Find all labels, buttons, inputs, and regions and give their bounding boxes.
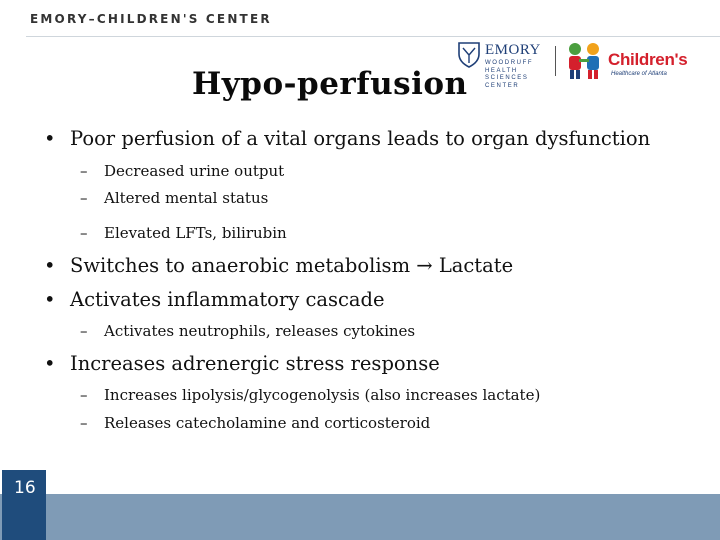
header-divider — [26, 36, 720, 37]
sub-bullet-text: Altered mental status — [104, 189, 269, 207]
emory-sub-line: SCIENCES — [485, 75, 529, 81]
children-figures-icon — [564, 40, 606, 80]
emory-wordmark: EMORY — [485, 42, 541, 58]
sub-bullet-text: Elevated LFTs, bilirubin — [104, 224, 287, 242]
sub-bullet-text: Activates neutrophils, releases cytokines — [104, 322, 416, 340]
footer-bar — [0, 494, 720, 540]
bullet-dot: • — [44, 352, 56, 375]
bullet-dot: • — [44, 288, 56, 311]
slide-title: Hypo-perfusion — [192, 66, 468, 102]
bullet-dot: • — [44, 127, 56, 150]
bullet-text-part: Lactate — [438, 254, 514, 277]
emory-subtitle — [485, 60, 545, 90]
bullet-text — [70, 254, 513, 277]
sub-bullet-dash: – — [80, 322, 88, 340]
sub-bullet-dash: – — [80, 224, 88, 242]
right-arrow-icon: → — [416, 254, 433, 277]
emory-logo — [458, 42, 548, 94]
bullet-text: Activates inflammatory cascade — [70, 288, 385, 311]
emory-sub-line: HEALTH — [485, 67, 518, 74]
brand-header: EMORY–CHILDREN'S CENTER — [30, 12, 272, 26]
bullet-text: Poor perfusion of a vital organs leads to organ dysfunction — [70, 127, 651, 150]
bullet-dot: • — [44, 254, 56, 277]
emory-sub-line: WOODRUFF — [485, 60, 534, 66]
sub-bullet-dash: – — [80, 414, 88, 432]
childrens-wordmark: Children's — [608, 50, 688, 69]
sub-bullet-dash: – — [80, 189, 88, 207]
sub-bullet-text: Decreased urine output — [104, 162, 285, 180]
sub-bullet-text: Increases lipolysis/glycogenolysis (also increases lactate) — [104, 386, 541, 404]
bullet-text: Increases adrenergic stress response — [70, 352, 440, 375]
sub-bullet-dash: – — [80, 162, 88, 180]
childrens-logo — [564, 40, 714, 88]
sub-bullet-dash: – — [80, 386, 88, 404]
childrens-subtitle: Healthcare of Atlanta — [611, 71, 667, 77]
sub-bullet-text: Releases catecholamine and corticosteroid — [104, 414, 431, 432]
bullet-text-part: Switches to anaerobic metabolism — [70, 254, 411, 277]
emory-sub-line: CENTER — [485, 82, 520, 89]
page-number: 16 — [14, 478, 36, 498]
emory-shield-icon — [458, 42, 480, 68]
logo-divider — [555, 46, 556, 76]
